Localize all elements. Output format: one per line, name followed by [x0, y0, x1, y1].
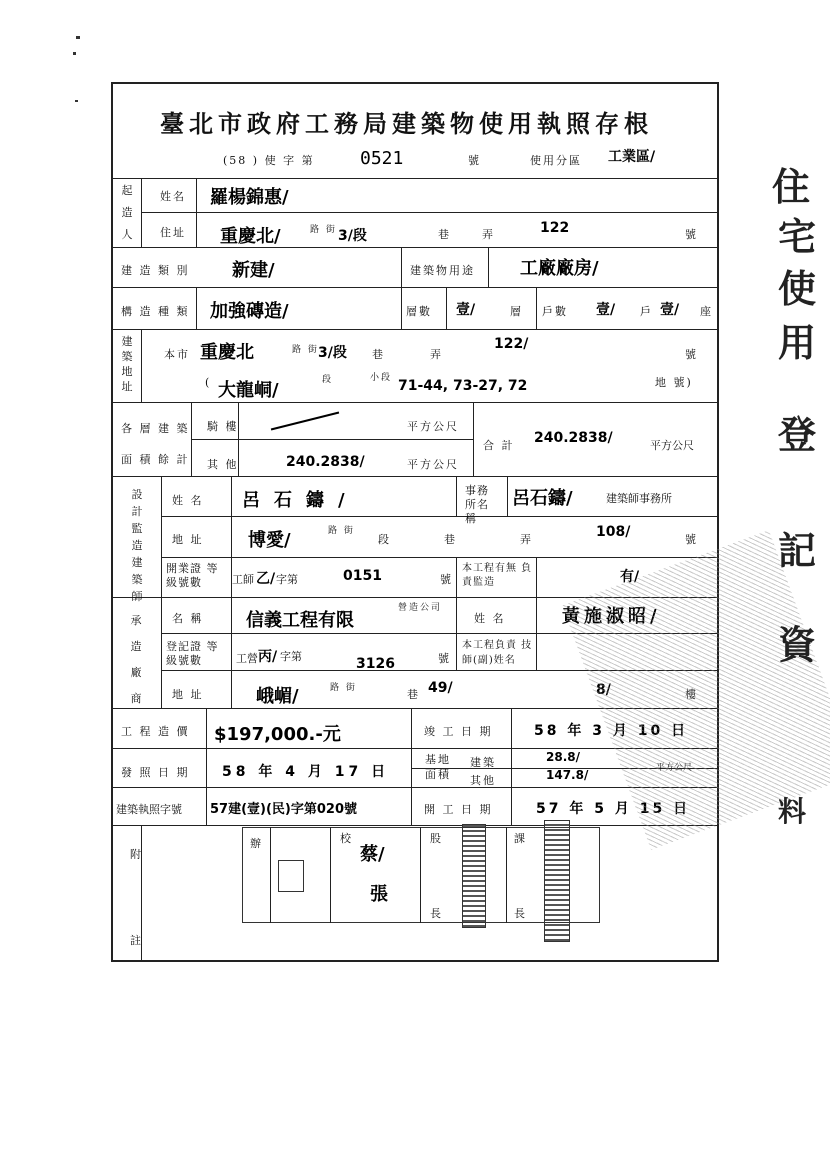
edge-char: 登	[778, 412, 817, 457]
col-line	[456, 557, 457, 597]
seal-stamp-vertical	[462, 824, 486, 928]
seal-stamp-vertical	[544, 820, 570, 942]
supervise-label: 本工程有無 負責監造	[462, 563, 533, 588]
issue-label: 發 照 日 期	[121, 766, 190, 779]
contractor-address: 峨嵋/	[256, 686, 299, 707]
permit-year: (58 ) 使 字 第	[223, 154, 315, 167]
area-label-2: 面 積 餘 計	[121, 453, 190, 466]
col-line	[141, 178, 142, 247]
contractor-group-label: 承 造 廠 商	[130, 614, 142, 705]
completion-date: 58 年 3 月 10 日	[534, 723, 689, 739]
row-line	[111, 476, 719, 477]
architect-address-label: 地 址	[172, 533, 204, 546]
applicant-road-unit: 路 街	[310, 225, 337, 235]
architect-office-suffix: 建築師事務所	[606, 492, 672, 505]
building-type-label: 建 造 類 別	[121, 264, 190, 277]
architect-name: 呂石鑄/	[242, 490, 359, 511]
edge-char: 用	[778, 320, 817, 365]
contractor-reg-word: 字第	[280, 650, 302, 663]
stamp-label-1: 辦	[250, 837, 263, 850]
row-line	[111, 402, 719, 403]
permit-ref-value: 57建(壹)(民)字第020號	[210, 802, 357, 817]
row-line	[161, 557, 719, 558]
architect-office: 呂石鑄/	[512, 488, 573, 509]
edge-char: 記	[778, 528, 817, 573]
zone-label: 使用分區	[530, 154, 582, 167]
cost-label: 工 程 造 價	[121, 725, 190, 738]
document-title: 臺北市政府工務局建築物使用執照存根	[160, 109, 653, 138]
architect-license-number: 0151	[343, 568, 382, 584]
site-alley: 弄	[430, 348, 443, 361]
contractor-name: 信義工程有限	[246, 610, 354, 631]
stamp-label-6: 長	[514, 907, 527, 920]
architect-license-word: 字第	[276, 573, 298, 586]
start-label: 開 工 日 期	[424, 803, 493, 816]
applicant-group-label: 起 造 人	[121, 184, 133, 241]
architect-number-suffix: 號	[685, 533, 698, 546]
contractor-owner: 黃施淑昭/	[562, 606, 661, 627]
site-number-suffix: 號	[685, 348, 698, 361]
remarks-label-2: 註	[130, 934, 143, 947]
col-line	[488, 247, 489, 287]
permit-number: 0521	[360, 148, 404, 169]
contractor-address-label: 地 址	[172, 688, 204, 701]
row-line	[141, 212, 719, 213]
stamp-divider	[330, 827, 331, 923]
zone-value: 工業區/	[608, 149, 656, 165]
row-line	[111, 247, 719, 248]
architect-license-grade: 乙/	[256, 571, 276, 587]
row-line	[111, 329, 719, 330]
stamp-label-3: 股	[430, 832, 443, 845]
other-area-unit: 平方公尺	[407, 458, 459, 471]
site-building-label: 建築	[470, 756, 496, 769]
other-area-value: 240.2838/	[286, 454, 365, 470]
col-line	[456, 597, 457, 670]
architect-name-label: 姓 名	[172, 494, 204, 507]
stamp-divider	[506, 827, 507, 923]
total-area-unit: 平方公尺	[650, 439, 694, 452]
edge-char: 住	[772, 164, 811, 209]
applicant-number: 122	[540, 220, 570, 236]
contractor-tech-label: 本工程負責 技師(副)姓名	[462, 640, 533, 666]
contractor-name-suffix: 營造公司	[398, 603, 443, 613]
site-group-label: 建 築 地 址	[121, 335, 133, 393]
arcade-unit: 平方公尺	[407, 420, 459, 433]
site-other-label: 其他	[470, 774, 496, 787]
col-line	[141, 329, 142, 402]
applicant-alley: 弄	[482, 228, 495, 241]
arcade-label: 騎 樓	[207, 420, 239, 433]
col-line	[446, 287, 447, 329]
applicant-name-label: 姓名	[160, 190, 186, 203]
row-line	[111, 178, 719, 179]
seat-unit: 座	[700, 305, 713, 318]
row-line	[161, 516, 719, 517]
architect-alley: 弄	[520, 533, 533, 546]
site-lot-suffix: 地 號)	[655, 376, 693, 389]
contractor-reg-prefix: 工營	[236, 652, 258, 665]
contractor-reg-suffix: 號	[438, 652, 451, 665]
edge-char: 料	[778, 795, 807, 828]
structure-value: 加強磚造/	[210, 301, 289, 322]
architect-license-label: 開業證 等級號數	[166, 562, 219, 589]
area-label-1: 各 層 建 築	[121, 422, 190, 435]
row-line	[191, 439, 473, 440]
permit-ref-label: 建築執照字號	[116, 803, 182, 816]
site-road-unit: 路 街	[292, 345, 319, 355]
paren-open: (	[205, 376, 212, 389]
signature-2: 張	[370, 884, 388, 905]
col-line	[507, 476, 508, 516]
site-number: 122/	[494, 336, 529, 352]
site-district: 大龍峒/	[218, 380, 279, 401]
col-line	[411, 708, 412, 825]
contractor-reg-grade: 丙/	[258, 649, 278, 665]
stamp-label-4: 長	[430, 907, 443, 920]
edge-char: 使	[778, 266, 817, 311]
contractor-floor: 樓	[685, 688, 698, 701]
col-line	[536, 597, 537, 670]
site-city: 本市	[164, 348, 190, 361]
col-line	[191, 402, 192, 476]
applicant-number-suffix: 號	[685, 228, 698, 241]
stamp-divider	[270, 827, 271, 923]
stamp-label-2: 校	[340, 832, 353, 845]
site-building-area: 28.8/	[546, 750, 580, 764]
stamp-divider	[420, 827, 421, 923]
issue-date: 58 年 4 月 17 日	[222, 764, 390, 780]
architect-group-label: 設計監造建築師	[131, 488, 143, 603]
row-line	[111, 287, 719, 288]
architect-office-label: 事務所名稱	[465, 484, 489, 525]
contractor-lane: 巷	[407, 688, 420, 701]
contractor-reg-label: 登記證 等級號數	[166, 640, 219, 667]
architect-lane: 巷	[444, 533, 457, 546]
col-line	[456, 476, 457, 516]
site-lots: 71-44, 73-27, 72	[398, 378, 528, 394]
col-line	[196, 178, 197, 247]
col-line	[536, 557, 537, 597]
contractor-number: 49/	[428, 680, 453, 696]
households-label: 戶數	[542, 305, 568, 318]
households-value: 壹/	[596, 302, 616, 318]
contractor-name-label: 名 稱	[172, 612, 204, 625]
col-line	[473, 402, 474, 476]
architect-address: 博愛/	[248, 530, 291, 551]
start-date: 57 年 5 月 15 日	[536, 801, 691, 817]
other-area-label: 其 他	[207, 458, 239, 471]
site-district-unit: 段	[322, 375, 334, 385]
applicant-address-label: 住址	[160, 226, 186, 239]
contractor-road-unit: 路 街	[330, 683, 357, 693]
building-use-label: 建築物用途	[410, 264, 475, 277]
scan-speck	[76, 36, 80, 39]
architect-road-unit: 路 街	[328, 526, 355, 536]
households-unit: 戶	[640, 305, 653, 318]
structure-label: 構 造 種 類	[121, 305, 190, 318]
applicant-lane: 巷	[438, 228, 451, 241]
site-section: 3/段	[318, 345, 347, 361]
col-line	[206, 708, 207, 825]
total-area-label: 合 計	[483, 439, 515, 452]
col-line	[231, 476, 232, 708]
edge-char: 宅	[778, 214, 817, 259]
site-area-label: 基地 面積	[425, 753, 451, 781]
site-subsection-unit: 小段	[370, 373, 393, 383]
completion-label: 竣 工 日 期	[424, 725, 493, 738]
edge-char: 資	[778, 622, 817, 667]
architect-section: 段	[378, 533, 391, 546]
seal-stamp	[278, 860, 304, 892]
contractor-number-2: 8/	[596, 682, 611, 698]
total-area-value: 240.2838/	[534, 430, 613, 446]
col-line	[401, 247, 402, 329]
applicant-name: 羅楊錦惠/	[210, 187, 289, 208]
building-type-value: 新建/	[232, 260, 275, 281]
remarks-label-1: 附	[130, 848, 143, 861]
contractor-owner-label: 姓 名	[474, 612, 506, 625]
architect-license-suffix: 號	[440, 573, 453, 586]
floors-label: 層數	[406, 305, 432, 318]
permit-number-suffix: 號	[468, 154, 481, 167]
col-line	[196, 287, 197, 329]
building-use-value: 工廠廠房/	[520, 258, 599, 279]
architect-license-prefix: 工師	[232, 573, 254, 586]
scan-speck	[75, 100, 78, 102]
supervise-value: 有/	[620, 569, 640, 585]
site-other-area: 147.8/	[546, 768, 589, 782]
site-area-unit: 平方公尺	[656, 763, 693, 773]
row-line	[111, 825, 719, 826]
contractor-reg-number: 3126	[356, 656, 395, 672]
architect-number: 108/	[596, 524, 631, 540]
stamp-label-5: 課	[514, 832, 527, 845]
applicant-section: 3/段	[338, 228, 367, 244]
cost-value: $197,000.-元	[214, 724, 341, 745]
col-line	[161, 476, 162, 708]
floors-value: 壹/	[456, 302, 476, 318]
site-road: 重慶北	[200, 342, 254, 363]
scan-speck	[73, 52, 76, 55]
applicant-address: 重慶北/	[220, 226, 281, 247]
floors-unit: 層	[510, 305, 523, 318]
signature-1: 蔡/	[360, 844, 385, 865]
col-line	[536, 287, 537, 329]
col-line	[511, 708, 512, 825]
site-lane: 巷	[372, 348, 385, 361]
seat-value: 壹/	[660, 302, 680, 318]
